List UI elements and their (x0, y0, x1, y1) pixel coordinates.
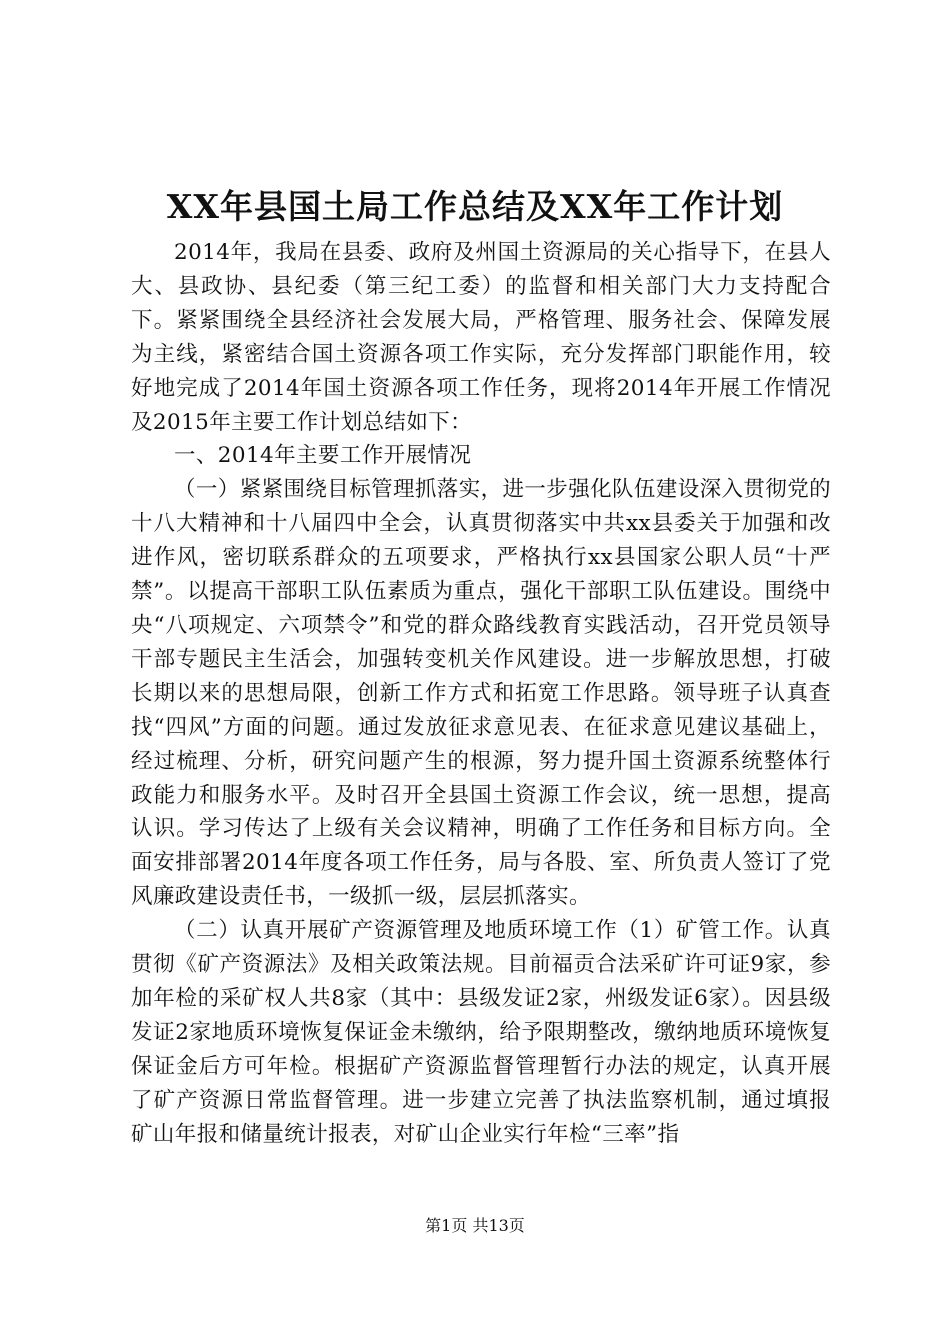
paragraph-section-2: （二）认真开展矿产资源管理及地质环境工作（1）矿管工作。认真贯彻《矿产资源法》及相关政策法规。目前福贡合法采矿许可证9家，参加年检的采矿权人共8家（其中：县级发证2家，州级发证6家）。因县级发证2家地质环境恢复保证金未缴纳，给予限期整改，缴纳地质环境恢复保证金后方可年检。根据矿产资源监督管理暂行办法的规定，认真开展了矿产资源日常监督管理。进一步建立完善了执法监察机制，通过填报矿山年报和储量统计报表，对矿山企业实行年检“三率”指 (131, 918, 831, 1147)
document-title: XX年县国土局工作总结及XX年工作计划 (166, 187, 784, 226)
document-body (131, 236, 831, 1151)
page-footer: 第1页 共13页 (425, 1216, 525, 1235)
paragraph-intro: 2014年，我局在县委、政府及州国土资源局的关心指导下，在县人大、县政协、县纪委（第三纪工委）的监督和相关部门大力支持配合下。紧紧围绕全县经济社会发展大局，严格管理、服务社会、保障发展为主线，紧密结合国土资源各项工作实际，充分发挥部门职能作用，较好地完成了2014年国土资源各项工作任务，现将2014年开展工作情况及2015年主要工作计划总结如下： (131, 240, 831, 435)
section-heading: 一、2014年主要工作开展情况 (174, 443, 472, 469)
paragraph-section-1: （一）紧紧围绕目标管理抓落实，进一步强化队伍建设深入贯彻党的十八大精神和十八届四中全会，认真贯彻落实中共xx县委关于加强和改进作风，密切联系群众的五项要求，严格执行xx县国家公职人员“十严禁”。以提高干部职工队伍素质为重点，强化干部职工队伍建设。围绕中央“八项规定、六项禁令”和党的群众路线教育实践活动，召开党员领导干部专题民主生活会，加强转变机关作风建设。进一步解放思想，打破长期以来的思想局限，创新工作方式和拓宽工作思路。领导班子认真查找“四风”方面的问题。通过发放征求意见表、在征求意见建议基础上，经过梳理、分析，研究问题产生的根源，努力提升国土资源系统整体行政能力和服务水平。及时召开全县国土资源工作会议，统一思想，提高认识。学习传达了上级有关会议精神，明确了工作任务和目标方向。全面安排部署2014年度各项工作任务，局与各股、室、所负责人签订了党风廉政建设责任书，一级抓一级，层层抓落实。 (131, 477, 832, 910)
